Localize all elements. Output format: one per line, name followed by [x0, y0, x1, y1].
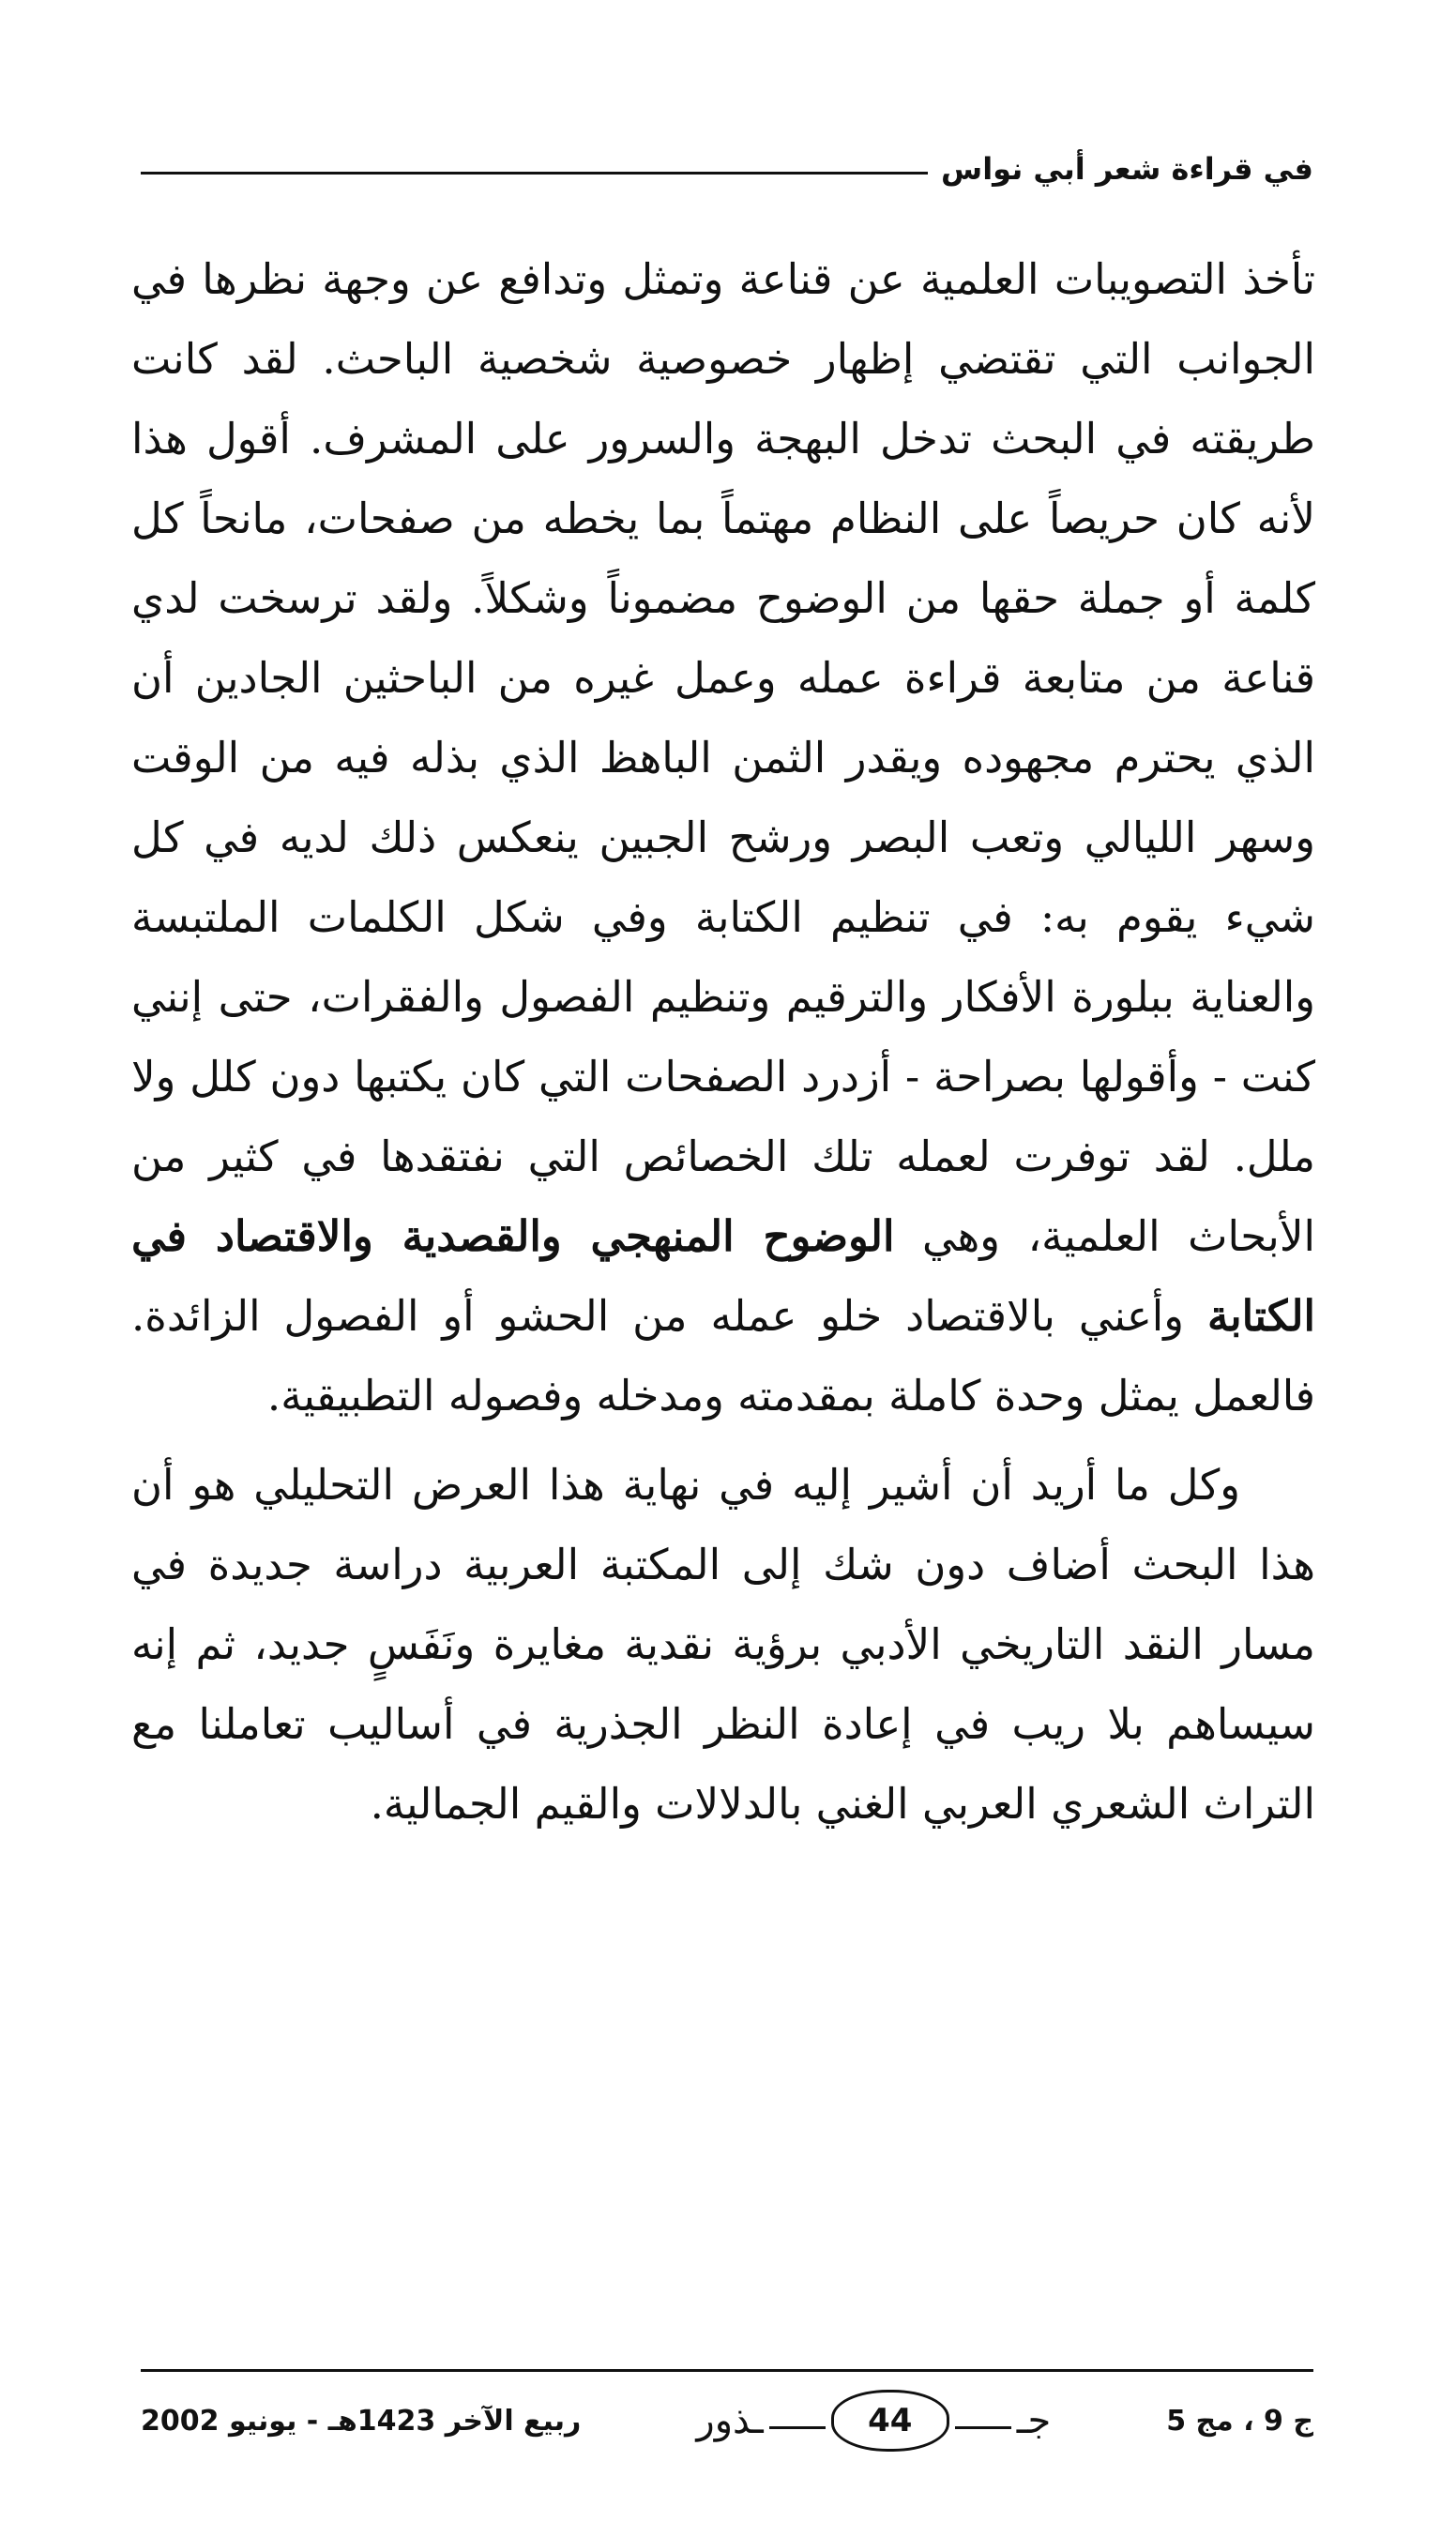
- paragraph-1-emphasis: الوضوح المنهجي والقصدية والاقتصاد في الكتابة: [131, 1211, 1315, 1341]
- paragraph-1-text-a: تأخذ التصويبات العلمية عن قناعة وتمثل وتدافع عن وجهة نظرها في الجوانب التي تقتضي إظهار خصوصية شخصية الباحث. لقد كانت طريقته في البحث تدخل البهجة والسرور على المشرف. أقول هذا لأنه كان حريصاً على النظام مهتماً بما يخطه من صفحات، مانحاً كل كلمة أو جملة حقها من الوضوح مضموناً وشكلاً. ولقد ترسخت لدي قناعة من متابعة قراءة عمله وعمل غيره من الباحثين الجادين أن الذي يحترم مجهوده ويقدر الثمن الباهظ الذي بذله فيه من الوقت وسهر الليالي وتعب البصر ورشح الجبين ينعكس ذلك لديه في كل شيء يقوم به: في تنظيم الكتابة وفي شكل الكلمات الملتبسة والعناية ببلورة الأفكار والترقيم وتنظيم الفصول والفقرات، حتى إنني كنت - وأقولها بصراحة - أزدرد الصفحات التي كان يكتبها دون كلل ولا ملل. لقد توفرت لعمله تلك الخصائص التي نفتقدها في كثير من الأبحاث العلمية، وهي: [131, 254, 1315, 1261]
- running-header-title: في قراءة شعر أبي نواس: [941, 151, 1313, 187]
- paragraph-1: [131, 239, 1315, 1436]
- journal-name-connector: [955, 2426, 1011, 2429]
- body-text: [131, 239, 1315, 1844]
- paragraph-2: وكل ما أريد أن أشير إليه في نهاية هذا العرض التحليلي هو أن هذا البحث أضاف دون شك إلى المكتبة العربية دراسة جديدة في مسار النقد التاريخي الأدبي برؤية نقدية مغايرة ونَفَسٍ جديد، ثم إنه سيساهم بلا ريب في إعادة النظر الجذرية في أساليب تعاملنا مع التراث الشعري العربي الغني بالدلالات والقيم الجمالية.: [131, 1460, 1315, 1829]
- footer-rule: [141, 2369, 1313, 2372]
- footer-date: ربيع الآخر 1423هـ - يونيو 2002: [141, 2404, 582, 2438]
- footer-volume: ج 9 ، مج 5: [1166, 2404, 1313, 2438]
- journal-name-with-page-number: [696, 2390, 1051, 2452]
- journal-name-connector-2: [769, 2426, 826, 2429]
- paragraph-1-text-b: وأعني بالاقتصاد خلو عمله من الحشو أو الفصول الزائدة. فالعمل يمثل وحدة كاملة بمقدمته ومدخله وفصوله التطبيقية.: [131, 1291, 1315, 1421]
- header-rule: [141, 172, 928, 175]
- journal-name-start: جـ: [1016, 2399, 1052, 2442]
- running-header: [141, 141, 1313, 197]
- journal-name-end: ـذور: [696, 2399, 764, 2442]
- page-footer: [141, 2388, 1313, 2454]
- page-number: 44: [831, 2390, 949, 2452]
